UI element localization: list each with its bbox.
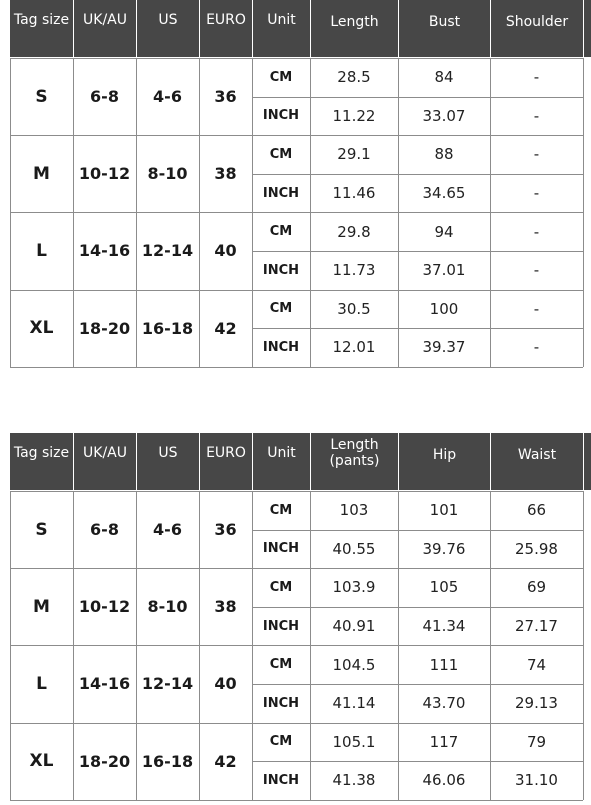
size-euro-cell: 40 xyxy=(214,241,237,261)
unit-cell: INCH xyxy=(262,618,300,634)
size-euro-cell: 42 xyxy=(214,318,237,338)
measurement-cell: 104.5 xyxy=(332,655,376,674)
unit-cell: CM xyxy=(269,146,293,162)
size-us-cell: 8-10 xyxy=(147,597,188,617)
header-cell: Length (pants) xyxy=(310,433,398,490)
size-euro-cell: 38 xyxy=(214,597,237,617)
header-cell: US xyxy=(136,0,199,57)
header-cell: EURO xyxy=(199,433,252,490)
table-body xyxy=(10,491,591,800)
measurement-cell: 41.14 xyxy=(332,694,376,713)
table-header xyxy=(10,433,591,490)
size-size-cell: L xyxy=(36,240,47,261)
unit-cell: CM xyxy=(269,301,293,317)
header-cell: Unit xyxy=(252,433,310,490)
measurement-cell: - xyxy=(533,106,540,125)
size-euro-cell: 36 xyxy=(214,520,237,540)
unit-cell: CM xyxy=(269,69,293,85)
measurement-cell: - xyxy=(533,184,540,203)
size-euro-cell: 36 xyxy=(214,87,237,107)
header-cell: Unit xyxy=(252,0,310,57)
size-size-cell: XL xyxy=(29,318,54,339)
measurement-cell: 46.06 xyxy=(422,771,466,790)
header-cell-empty xyxy=(583,0,591,57)
unit-cell: INCH xyxy=(262,772,300,788)
measurement-cell: 105 xyxy=(429,578,459,597)
size-us-cell: 12-14 xyxy=(141,241,194,261)
measurement-cell: 40.91 xyxy=(332,617,376,636)
unit-cell: INCH xyxy=(262,695,300,711)
measurement-cell: 40.55 xyxy=(332,539,376,558)
header-cell: US xyxy=(136,433,199,490)
measurement-cell: 79 xyxy=(526,732,547,751)
measurement-cell: 88 xyxy=(434,145,454,164)
measurement-cell: - xyxy=(533,338,540,357)
size-uk-cell: 6-8 xyxy=(90,87,119,107)
size-uk-cell: 10-12 xyxy=(78,164,131,184)
measurement-cell: 28.5 xyxy=(337,68,371,87)
size-size-cell: XL xyxy=(29,751,54,772)
measurement-cell: 12.01 xyxy=(332,338,376,357)
header-cell: Bust xyxy=(398,0,490,57)
unit-cell: INCH xyxy=(262,185,300,201)
size-uk-cell: 18-20 xyxy=(78,751,131,771)
measurement-cell: 66 xyxy=(526,501,547,520)
size-uk-cell: 10-12 xyxy=(78,597,131,617)
table-body xyxy=(10,58,591,367)
size-uk-cell: 14-16 xyxy=(78,241,131,261)
measurement-cell: 103.9 xyxy=(332,578,376,597)
unit-cell: CM xyxy=(269,224,293,240)
header-cell-empty xyxy=(583,433,591,490)
measurement-cell: 30.5 xyxy=(337,299,371,318)
measurement-cell: 117 xyxy=(429,732,459,751)
header-cell: Length xyxy=(310,0,398,57)
row-divider xyxy=(10,800,583,801)
measurement-cell: 39.76 xyxy=(422,539,466,558)
unit-cell: CM xyxy=(269,657,293,673)
measurement-cell: 101 xyxy=(429,501,459,520)
row-divider xyxy=(10,367,583,368)
size-us-cell: 16-18 xyxy=(141,751,194,771)
measurement-cell: 41.38 xyxy=(332,771,376,790)
measurement-cell: 39.37 xyxy=(422,338,466,357)
header-cell: Waist xyxy=(490,433,583,490)
column-divider xyxy=(583,491,584,800)
measurement-cell: - xyxy=(533,145,540,164)
measurement-cell: 69 xyxy=(526,578,547,597)
size-us-cell: 4-6 xyxy=(153,520,182,540)
measurement-cell: - xyxy=(533,222,540,241)
unit-cell: CM xyxy=(269,734,293,750)
measurement-cell: 29.13 xyxy=(515,694,558,713)
unit-cell: INCH xyxy=(262,339,300,355)
measurement-cell: 103 xyxy=(339,501,369,520)
size-size-cell: L xyxy=(36,673,47,694)
measurement-cell: 29.1 xyxy=(337,145,371,164)
measurement-cell: 34.65 xyxy=(422,184,466,203)
measurement-cell: 111 xyxy=(429,655,459,674)
unit-cell: INCH xyxy=(262,262,300,278)
measurement-cell: 94 xyxy=(434,222,454,241)
measurement-cell: 11.22 xyxy=(332,106,376,125)
measurement-cell: 31.10 xyxy=(515,771,558,790)
size-uk-cell: 14-16 xyxy=(78,674,131,694)
measurement-cell: 41.34 xyxy=(422,617,466,636)
header-cell: EURO xyxy=(199,0,252,57)
size-uk-cell: 18-20 xyxy=(78,318,131,338)
header-cell: Tag size xyxy=(13,445,70,461)
header-cell: Hip xyxy=(398,433,490,490)
header-cell: UK/AU xyxy=(73,433,136,490)
size-size-cell: M xyxy=(33,596,50,617)
unit-cell: INCH xyxy=(262,541,300,557)
measurement-cell: - xyxy=(533,68,540,87)
size-size-cell: S xyxy=(35,519,48,540)
measurement-cell: 105.1 xyxy=(332,732,376,751)
measurement-cell: 100 xyxy=(429,299,459,318)
measurement-cell: 37.01 xyxy=(422,261,466,280)
size-us-cell: 16-18 xyxy=(141,318,194,338)
size-us-cell: 12-14 xyxy=(141,674,194,694)
size-uk-cell: 6-8 xyxy=(90,520,119,540)
header-cell: UK/AU xyxy=(73,0,136,57)
measurement-cell: - xyxy=(533,299,540,318)
unit-cell: CM xyxy=(269,502,293,518)
measurement-cell: 27.17 xyxy=(515,617,558,636)
measurement-cell: 84 xyxy=(434,68,454,87)
column-divider xyxy=(583,58,584,367)
unit-cell: CM xyxy=(269,579,293,595)
header-cell: Tag size xyxy=(13,12,70,28)
size-table-2 xyxy=(10,433,591,800)
measurement-cell: 11.73 xyxy=(332,261,376,280)
size-us-cell: 4-6 xyxy=(153,87,182,107)
size-euro-cell: 38 xyxy=(214,164,237,184)
size-size-cell: M xyxy=(33,163,50,184)
size-euro-cell: 42 xyxy=(214,751,237,771)
measurement-cell: 29.8 xyxy=(337,222,371,241)
size-table-1 xyxy=(10,0,591,367)
measurement-cell: 33.07 xyxy=(422,106,466,125)
measurement-cell: 74 xyxy=(526,655,547,674)
size-euro-cell: 40 xyxy=(214,674,237,694)
measurement-cell: 43.70 xyxy=(422,694,466,713)
measurement-cell: 25.98 xyxy=(515,539,558,558)
measurement-cell: - xyxy=(533,261,540,280)
table-header xyxy=(10,0,591,57)
measurement-cell: 11.46 xyxy=(332,184,376,203)
header-cell: Shoulder xyxy=(490,0,583,57)
unit-cell: INCH xyxy=(262,108,300,124)
size-us-cell: 8-10 xyxy=(147,164,188,184)
size-size-cell: S xyxy=(35,86,48,107)
